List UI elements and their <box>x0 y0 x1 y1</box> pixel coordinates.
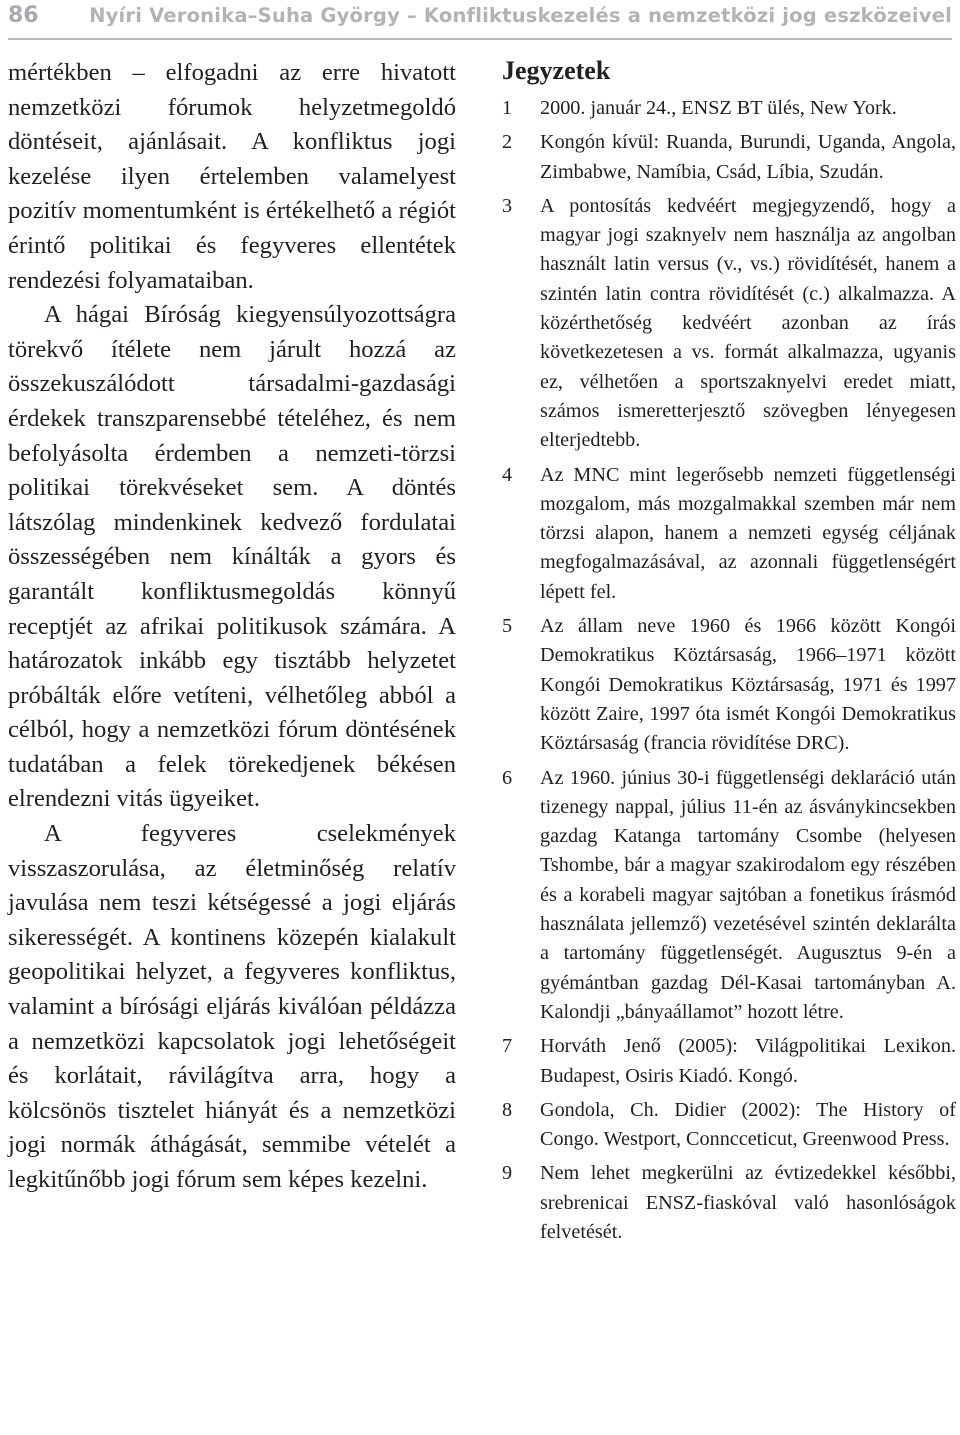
note-text: Nem lehet megkerülni az évtizedekkel későbbi, srebrenicai ENSZ-fiaskóval való hasonlóságok felvetését. <box>540 1162 956 1243</box>
body-paragraph: A hágai Bíróság kiegyensúlyozottságra törekvő ítélete nem járult hozzá az összekuszálódott társadalmi-gazdasági érdekek transzparensebbé tételéhez, és nem befolyásolta érdemben a nemzeti-törzsi politikai törekvéseket sem. A döntés látszólag mindenkinek kedvező fordulatai összességében nem kínálták a gyors és garantált konfliktusmegoldás könnyű receptjét az afrikai politikusok számára. A határozatok inkább egy tisztább helyzetet próbálták előre vetíteni, vélhetőleg abból a célból, hogy a nemzetközi fórum döntésének tudatában a felek törekedjenek békésen elrendezni vitás ügyeiket. <box>8 301 456 813</box>
note-text: Horváth Jenő (2005): Világpolitikai Lexikon. Budapest, Osiris Kiadó. Kongó. <box>540 1035 956 1087</box>
body-paragraph: mértékben – elfogadni az erre hivatott nemzetközi fórumok helyzetmegoldó döntéseit, ajánlásait. A konfliktus jogi kezelése ilyen értelemben valamelyest pozitív momentumként is értékelhető a régiót érintő politikai és fegyveres ellentétek rendezési folyamataiban. <box>8 59 456 294</box>
note-number: 4 <box>502 463 513 486</box>
notes-column <box>500 54 956 1252</box>
note-item <box>500 94 956 123</box>
note-item <box>500 1096 956 1155</box>
note-number: 9 <box>502 1162 513 1185</box>
page-header <box>8 0 952 40</box>
body-paragraph: A fegyveres cselekmények visszaszorulása, az életminőség relatív javulása nem teszi kétségessé a jogi eljárás sikerességét. A kontinens közepén kialakult geopolitikai helyzet, a fegyveres konfliktus, valamint a bírósági eljárás kiválóan példázza a nemzetközi kapcsolatok jogi lehetőségeit és korlátait, rávilágítva arra, hogy a kölcsönös tisztelet hiányát és a nemzetközi jogi normák áthágását, semmibe vételét a legkitűnőbb jogi fórum sem képes kezelni. <box>8 820 456 1193</box>
note-text: Gondola, Ch. Didier (2002): The History of Congo. Westport, Conncceticut, Greenwood Press. <box>540 1098 956 1151</box>
note-number: 2 <box>502 131 513 154</box>
note-item <box>500 1159 956 1247</box>
note-item <box>500 1032 956 1091</box>
note-item <box>500 192 956 456</box>
note-text: Az állam neve 1960 és 1966 között Kongói Demokratikus Köztársaság, 1966–1971 között Kongói Demokratikus Köztársaság, 1971 és 1997 között Zaire, 1997 óta ismét Kongói Demokratikus Köztársaság (francia rövidítése DRC). <box>540 615 956 755</box>
note-text: Kongón kívül: Ruanda, Burundi, Uganda, Angola, Zimbabwe, Namíbia, Csád, Líbia, Szudán. <box>540 131 956 183</box>
note-text: Az MNC mint legerősebb nemzeti függetlenségi mozgalom, más mozgalmakkal szemben már nem törzsi alapon, hanem a nemzeti egység céljának megfogalmazásával, az azonnali függetlenségért lépett fel. <box>540 463 956 603</box>
note-number: 6 <box>502 766 513 789</box>
note-number: 5 <box>502 615 513 638</box>
note-number: 8 <box>502 1098 513 1121</box>
note-item <box>500 612 956 758</box>
note-item <box>500 128 956 187</box>
main-text-column <box>8 56 456 1198</box>
note-number: 3 <box>502 194 513 217</box>
note-text: A pontosítás kedvéért megjegyzendő, hogy a magyar jogi szaknyelv nem használja az angolban használt latin versus (v., vs.) rövidítését, hanem a szintén latin contra rövidítését (c.) alkalmazza. A közérthetőség kedvéért azonban az írás következetesen a vs. formát alkalmazza, ugyanis ez, vélhetően a sportszaknyelvi eredet miatt, számos ismeretterjesztő szövegben lényegesen elterjedtebb. <box>540 194 956 452</box>
page-number: 86 <box>8 3 39 28</box>
note-text: 2000. január 24., ENSZ BT ülés, New York. <box>540 97 897 119</box>
notes-heading: Jegyzetek <box>502 56 611 85</box>
note-item <box>500 461 956 607</box>
running-title: Nyíri Veronika–Suha György – Konfliktuskezelés a nemzetközi jog eszközeivel <box>89 4 952 27</box>
note-number: 1 <box>502 97 513 119</box>
note-text: Az 1960. június 30-i függetlenségi deklaráció után tizenegy nappal, július 11-én az ásványkincsekben gazdag Katanga tartomány Csombe (helyesen Tshombe, bár a magyar szakirodalom egy részében és a korabeli magyar sajtóban a fonetikus írásmód használata jellemző) vezetésével szintén deklarálta a tartomány függetlenségét. Augusztus 9-én a gyémántban gazdag Dél-Kasai tartományban A. Kalondji „bányaállamot” hozott létre. <box>540 766 956 1023</box>
note-item <box>500 764 956 1028</box>
note-number: 7 <box>502 1035 513 1058</box>
